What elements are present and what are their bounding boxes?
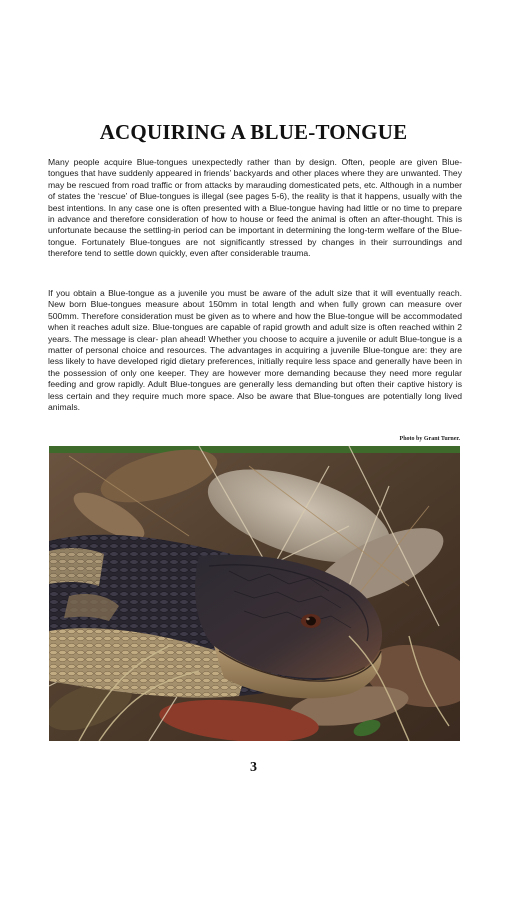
blue-tongue-lizard-photo	[49, 446, 460, 741]
page-title: ACQUIRING A BLUE-TONGUE	[99, 120, 408, 144]
page-number: 3	[250, 760, 257, 775]
body-paragraph-1: Many people acquire Blue-tongues unexpectedly rather than by design. Often, people are given Blue-tongues that have suddenly appeared in friends’ backyards and other places where they are unwanted. They may be rescued from road traffic or from attacks by marauding domesticated pets, etc. Although in a number of states the ‘rescue’ of Blue-tongues is illegal (see pages 5-6), the reality is that it happens, usually with the best intentions. In any case one is often presented with a Blue-tongue having had little or no time to prepare in advance and therefore consideration of how to house or feed the animal is often an after-thought. This is unfortunate because the settling-in period can be important in determining the long-term welfare of the Blue-tongue. Fortunately Blue-tongues are not significantly stressed by changes in their surroundings and therefore tend to settle down quickly, even after considerable trauma.	[48, 157, 462, 259]
body-paragraph-2: If you obtain a Blue-tongue as a juvenile you must be aware of the adult size that it will eventually reach. New born Blue-tongues measure about 150mm in total length and when fully grown can measure over 500mm. Therefore consideration must be given as to where and how the Blue-tongue will be accommodated when it reaches adult size. Blue-tongues are capable of rapid growth and adult size is often reached within 2 years. The message is clear- plan ahead! Whether you choose to acquire a juvenile or adult Blue-tongue is a matter of personal choice and resources. The advantages in acquiring a juvenile Blue-tongue are: they are less likely to have developed rigid dietary preferences, initially require less space and generally have been in the possession of only one keeper. They are however more demanding because they need more regular feeding and grow rapidly. Adult Blue-tongues are generally less demanding but often their captive history is less certain and they require much more space. Also be aware that Blue-tongues are potentially long lived animals.	[48, 288, 462, 413]
photo-illustration	[49, 446, 460, 741]
photo-credit: Photo by Grant Turner.	[399, 436, 460, 442]
